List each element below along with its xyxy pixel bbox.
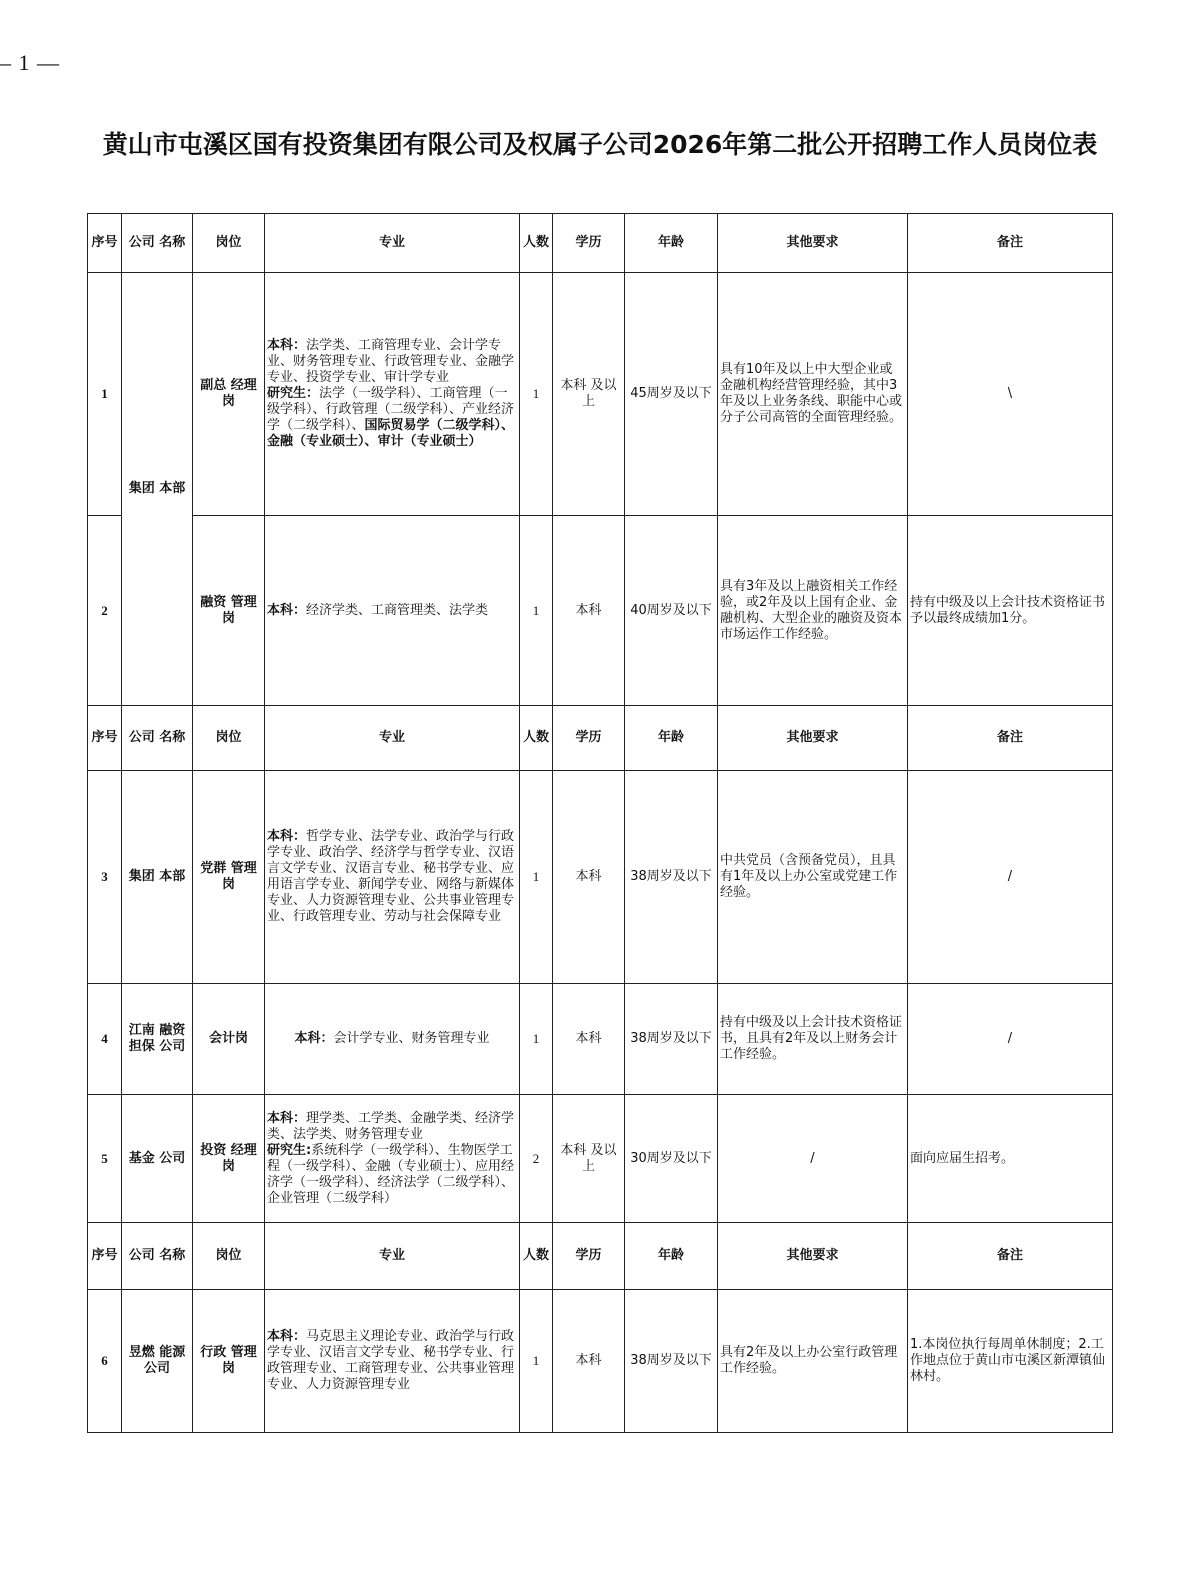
page-title: 黄山市屯溪区国有投资集团有限公司及权属子公司2026年第二批公开招聘工作人员岗位表: [102, 130, 1098, 159]
header-post: 岗位: [193, 214, 265, 273]
row-company: 集团 本部: [122, 273, 193, 706]
row-seq: 6: [88, 1290, 122, 1433]
table-header-row: [88, 706, 1113, 771]
row-post: 投资 经理岗: [193, 1095, 265, 1223]
major-undergrad: 会计学专业、财务管理专业: [333, 1031, 490, 1046]
header-other: 其他要求: [718, 1223, 908, 1290]
table-row: [88, 1290, 1113, 1433]
table-row: [88, 984, 1113, 1095]
row-age: 38周岁及以下: [625, 771, 718, 984]
major-undergrad-label: 本科：: [267, 1110, 307, 1126]
row-post: 融资 管理岗: [193, 516, 265, 706]
header-seq: 序号: [88, 214, 122, 273]
header-post: 岗位: [193, 1223, 265, 1290]
row-post: 行政 管理岗: [193, 1290, 265, 1433]
table-header-row: [88, 214, 1113, 273]
row-age: 40周岁及以下: [625, 516, 718, 706]
header-company: 公司 名称: [122, 214, 193, 273]
row-other: 具有3年及以上融资相关工作经验，或2年及以上国有企业、金融机构、大型企业的融资及资本市场运作工作经验。: [718, 516, 908, 706]
row-remarks: /: [908, 771, 1113, 984]
row-major: [265, 273, 520, 516]
major-undergrad-label: 本科：: [267, 338, 307, 353]
row-age: 38周岁及以下: [625, 984, 718, 1095]
row-education: 本科: [553, 1290, 625, 1433]
row-count: 1: [520, 1290, 553, 1433]
row-seq: 3: [88, 771, 122, 984]
header-remarks: 备注: [908, 706, 1113, 771]
major-undergrad-label: 本科：: [267, 602, 307, 618]
major-postgrad-label: 研究生：: [267, 386, 320, 401]
row-major: [265, 771, 520, 984]
row-seq: 1: [88, 273, 122, 516]
header-seq: 序号: [88, 706, 122, 771]
header-other: 其他要求: [718, 706, 908, 771]
major-postgrad-label: 研究生:: [267, 1142, 312, 1158]
header-remarks: 备注: [908, 1223, 1113, 1290]
header-company: 公司 名称: [122, 1223, 193, 1290]
row-remarks: 面向应届生招考。: [908, 1095, 1113, 1223]
table-row: [88, 1095, 1113, 1223]
header-post: 岗位: [193, 706, 265, 771]
row-company: 基金 公司: [122, 1095, 193, 1223]
row-post: 副总 经理岗: [193, 273, 265, 516]
header-count: 人数: [520, 214, 553, 273]
row-major: [265, 516, 520, 706]
row-count: 1: [520, 516, 553, 706]
row-age: 45周岁及以下: [625, 273, 718, 516]
header-remarks: 备注: [908, 214, 1113, 273]
row-major: [265, 1290, 520, 1433]
recruitment-table: [87, 213, 1113, 1433]
row-post: 会计岗: [193, 984, 265, 1095]
row-other: 中共党员（含预备党员），且具有1年及以上办公室或党建工作经验。: [718, 771, 908, 984]
major-postgrad: 法学（一级学科）、工商管理（一级学科）、行政管理（二级学科）、产业经济学（二级学科）、: [267, 386, 515, 433]
row-other: 持有中级及以上会计技术资格证书，且具有2年及以上财务会计工作经验。: [718, 984, 908, 1095]
row-remarks: /: [908, 984, 1113, 1095]
header-age: 年龄: [625, 706, 718, 771]
header-major: 专业: [265, 214, 520, 273]
row-education: 本科: [553, 516, 625, 706]
major-undergrad: 法学类、工商管理专业、会计学专业、财务管理专业、行政管理专业、金融学专业、投资学专业、审计学专业: [267, 338, 515, 385]
row-other: 具有2年及以上办公室行政管理工作经验。: [718, 1290, 908, 1433]
table-row: [88, 771, 1113, 984]
row-company: 集团 本部: [122, 771, 193, 984]
header-major: 专业: [265, 706, 520, 771]
table-header-row: [88, 1223, 1113, 1290]
row-seq: 5: [88, 1095, 122, 1223]
header-seq: 序号: [88, 1223, 122, 1290]
row-age: 30周岁及以下: [625, 1095, 718, 1223]
header-company: 公司 名称: [122, 706, 193, 771]
row-company: 江南 融资担保 公司: [122, 984, 193, 1095]
row-count: 1: [520, 771, 553, 984]
major-postgrad-bold: 国际贸易学（二级学科）、金融（专业硕士）、审计（专业硕士）: [267, 418, 515, 449]
table-row: [88, 273, 1113, 516]
row-other: /: [718, 1095, 908, 1223]
row-count: 1: [520, 273, 553, 516]
header-age: 年龄: [625, 1223, 718, 1290]
major-undergrad-label: 本科：: [294, 1031, 334, 1046]
row-remarks: \: [908, 273, 1113, 516]
header-education: 学历: [553, 214, 625, 273]
row-remarks: 1.本岗位执行每周单休制度；2.工作地点位于黄山市屯溪区新潭镇仙林村。: [908, 1290, 1113, 1433]
row-age: 38周岁及以下: [625, 1290, 718, 1433]
major-postgrad: 系统科学（一级学科）、生物医学工程（一级学科）、金融（专业硕士）、应用经济学（一级学科）、经济法学（二级学科）、企业管理（二级学科）: [267, 1142, 515, 1206]
row-company: 昱燃 能源 公司: [122, 1290, 193, 1433]
row-education: 本科: [553, 771, 625, 984]
row-other: 具有10年及以上中大型企业或金融机构经营管理经验，其中3年及以上业务条线、职能中心或分子公司高管的全面管理经验。: [718, 273, 908, 516]
header-major: 专业: [265, 1223, 520, 1290]
header-count: 人数: [520, 706, 553, 771]
header-count: 人数: [520, 1223, 553, 1290]
major-undergrad-label: 本科：: [267, 1329, 307, 1344]
major-undergrad: 理学类、工学类、金融学类、经济学类、法学类、财务管理专业: [267, 1110, 515, 1142]
major-undergrad: 马克思主义理论专业、政治学与行政学专业、汉语言文学专业、秘书学专业、行政管理专业、工商管理专业、公共事业管理专业、人力资源管理专业: [267, 1329, 515, 1392]
header-age: 年龄: [625, 214, 718, 273]
page-number: – 1 —: [0, 50, 60, 75]
row-education: 本科 及以上: [553, 1095, 625, 1223]
header-other: 其他要求: [718, 214, 908, 273]
row-seq: 2: [88, 516, 122, 706]
major-undergrad-label: 本科：: [267, 829, 307, 844]
table-row: [88, 516, 1113, 706]
row-remarks: 持有中级及以上会计技术资格证书予以最终成绩加1分。: [908, 516, 1113, 706]
row-count: 1: [520, 984, 553, 1095]
major-undergrad: 经济学类、工商管理类、法学类: [306, 602, 489, 618]
row-education: 本科 及以上: [553, 273, 625, 516]
header-education: 学历: [553, 706, 625, 771]
row-seq: 4: [88, 984, 122, 1095]
row-post: 党群 管理岗: [193, 771, 265, 984]
major-undergrad: 哲学专业、法学专业、政治学与行政学专业、政治学、经济学与哲学专业、汉语言文学专业、汉语言专业、秘书学专业、应用语言学专业、新闻学专业、网络与新媒体专业、人力资源管理专业、公共事业管理专业、行政管理专业、劳动与社会保障专业: [267, 829, 515, 924]
header-education: 学历: [553, 1223, 625, 1290]
row-count: 2: [520, 1095, 553, 1223]
row-education: 本科: [553, 984, 625, 1095]
row-major: [265, 984, 520, 1095]
row-major: [265, 1095, 520, 1223]
